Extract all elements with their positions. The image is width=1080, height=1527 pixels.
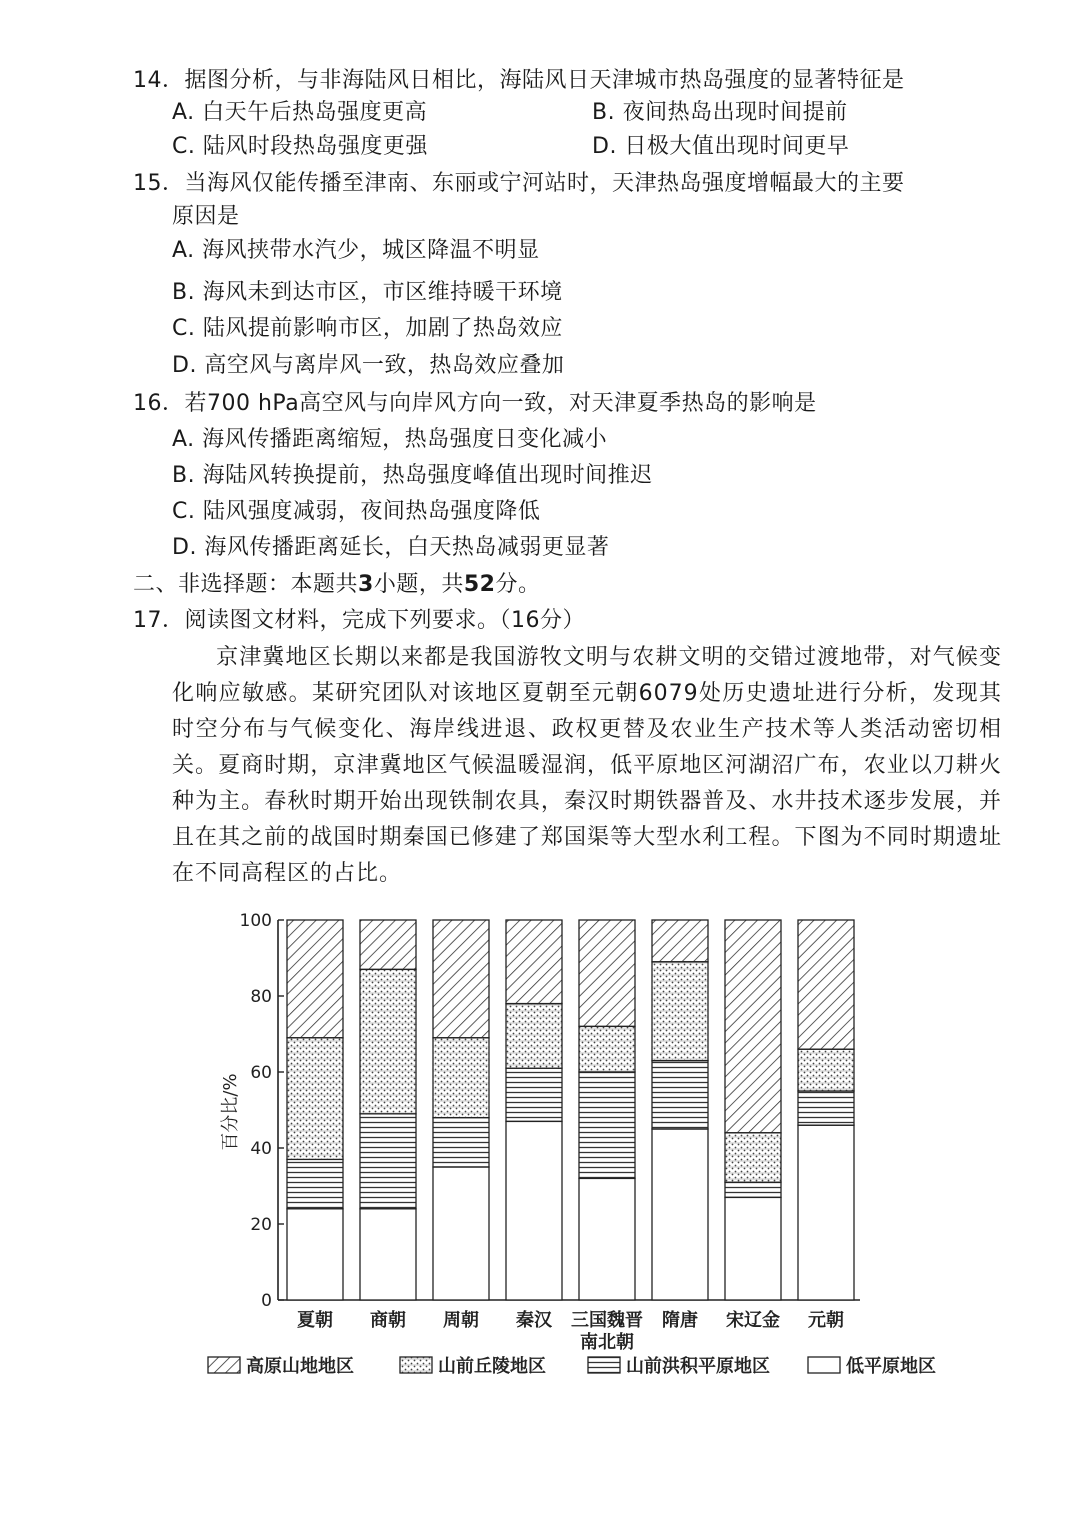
elevation-share-chart [200,900,980,1400]
bar-segment [433,1167,489,1300]
bar-segment [725,1182,781,1197]
bar-segment [798,920,854,1049]
x-tick-label: 三国魏晋 [571,1310,643,1331]
bar-segment [360,1209,416,1300]
x-tick-label: 宋辽金 [726,1310,780,1331]
x-tick-label: 南北朝 [580,1332,634,1353]
bar-segment [287,1038,343,1160]
section2-heading [133,570,540,600]
q17-paragraph-text: 京津冀地区长期以来都是我国游牧文明与农耕文明的交错过渡地带，对气候变化响应敏感。某研究团队对该地区夏朝至元朝6079处历史遗址进行分析，发现其时空分布与气候变化、海岸线进退、政权更替及农业生产技术等人类活动密切相关。夏商时期，京津冀地区气候温暖湿润，低平原地区河湖沼广布，农业以刀耕火种为主。春秋时期开始出现铁制农具，秦汉时期铁器普及、水井技术逐步发展，并且在其之前的战国时期秦国已修建了郑国渠等大型水利工程。下图为不同时期遗址在不同高程区的占比。 [172,645,1002,886]
bar-segment [579,1072,635,1178]
bar-segment [433,1118,489,1167]
chart-bars [287,920,854,1300]
q16-option-b: B. 海陆风转换提前，热岛强度峰值出现时间推迟 [172,463,653,488]
legend-label: 山前洪积平原地区 [626,1356,770,1377]
q14-option-b: B. 夜间热岛出现时间提前 [592,100,848,125]
legend-swatch [208,1357,240,1373]
x-tick-label: 元朝 [808,1310,844,1331]
q15-option-b: B. 海风未到达市区，市区维持暖干环境 [172,280,563,305]
bar-segment [725,1133,781,1182]
y-tick-label: 60 [250,1063,272,1083]
y-tick-label: 80 [250,987,272,1007]
section2-prefix: 二、非选择题：本题共 [133,572,359,597]
bar-segment [579,1026,635,1072]
x-tick-label: 周朝 [443,1310,479,1331]
section2-suffix: 分。 [495,572,541,597]
y-tick-label: 0 [261,1291,272,1311]
q16-option-c: C. 陆风强度减弱，夜间热岛强度降低 [172,499,541,524]
section2-score: 52 [463,572,496,597]
q14-option-c: C. 陆风时段热岛强度更强 [172,134,428,159]
bar-segment [798,1091,854,1125]
legend-swatch [400,1357,432,1373]
bar-segment [360,969,416,1113]
bar-segment [506,1004,562,1069]
bar-segment [360,920,416,969]
bar-segment [579,1178,635,1300]
q15-option-d: D. 高空风与离岸风一致，热岛效应叠加 [172,353,565,378]
y-axis-label: 百分比/% [220,1073,241,1151]
legend-label: 山前丘陵地区 [438,1356,546,1377]
bar-segment [652,1129,708,1300]
q16-stem: 16．若700 hPa高空风与向岸风方向一致，对天津夏季热岛的影响是 [133,391,817,416]
chart-legend [208,1355,936,1377]
legend-label: 高原山地地区 [246,1356,354,1377]
bar-segment [287,1209,343,1300]
bar-segment [652,920,708,962]
legend-label: 低平原地区 [846,1356,936,1377]
q15-option-a: A. 海风挟带水汽少，城区降温不明显 [172,238,540,263]
bar-segment [652,1061,708,1129]
q17-stem: 17．阅读图文材料，完成下列要求。（16分） [133,608,585,633]
bar-segment [579,920,635,1026]
bar-segment [360,1114,416,1209]
bar-segment [725,920,781,1133]
bar-segment [725,1197,781,1300]
q15-option-c: C. 陆风提前影响市区，加剧了热岛效应 [172,316,563,341]
bar-segment [506,1121,562,1300]
section2-mid: 小题，共 [373,572,464,597]
y-tick-label: 100 [239,911,272,931]
bar-segment [798,1049,854,1091]
x-tick-label: 隋唐 [662,1310,698,1331]
legend-swatch [808,1357,840,1373]
y-tick-label: 20 [250,1215,272,1235]
x-tick-label: 夏朝 [297,1310,333,1331]
bar-segment [506,920,562,1004]
section2-count: 3 [358,572,374,597]
bar-segment [433,920,489,1038]
q16-option-d: D. 海风传播距离延长，白天热岛减弱更显著 [172,535,610,560]
q14-stem: 14．据图分析，与非海陆风日相比，海陆风日天津城市热岛强度的显著特征是 [133,68,905,93]
q15-stem-line1: 15．当海风仅能传播至津南、东丽或宁河站时，天津热岛强度增幅最大的主要 [133,171,905,196]
y-tick-label: 40 [250,1139,272,1159]
bar-segment [652,962,708,1061]
q16-option-a: A. 海风传播距离缩短，热岛强度日变化减小 [172,427,608,452]
bar-segment [798,1125,854,1300]
q15-stem-line2: 原因是 [172,204,240,229]
q14-option-a: A. 白天午后热岛强度更高 [172,100,428,125]
x-tick-label: 秦汉 [516,1310,552,1331]
bar-segment [433,1038,489,1118]
legend-swatch [588,1357,620,1373]
bar-segment [287,1159,343,1208]
q14-option-d: D. 日极大值出现时间更早 [592,134,850,159]
bar-segment [287,920,343,1038]
bar-segment [506,1068,562,1121]
x-tick-label: 商朝 [370,1310,406,1331]
chart-x-labels [297,1309,844,1353]
q17-paragraph [172,640,1002,892]
